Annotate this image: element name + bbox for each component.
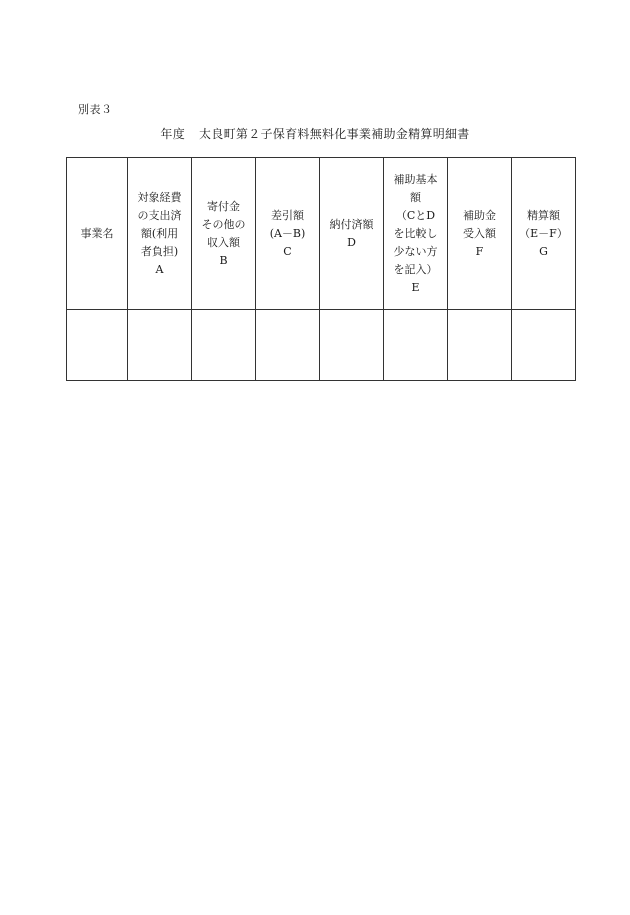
- header-cell-donations-other-income: [192, 158, 256, 310]
- data-cell-difference[interactable]: [256, 310, 320, 381]
- title-year-prefix: 年度: [160, 127, 185, 141]
- header-cell-line: 差引額: [271, 208, 304, 222]
- header-cell-line: D: [347, 235, 356, 249]
- header-cell-line: （E－F）: [519, 226, 568, 240]
- header-cell-line: B: [219, 253, 228, 267]
- table-row: [67, 310, 576, 381]
- header-cell-line: E: [411, 280, 420, 294]
- header-cell-target-expenses: [128, 158, 192, 310]
- header-cell-line: C: [283, 244, 292, 258]
- header-cell-line: を比較し: [393, 226, 438, 240]
- data-cell-target-expenses[interactable]: [128, 310, 192, 381]
- data-cell-donations-other-income[interactable]: [192, 310, 256, 381]
- header-cell-line: （CとD: [395, 208, 436, 222]
- data-cell-subsidy-base[interactable]: [384, 310, 448, 381]
- header-cell-business-name: [67, 158, 128, 310]
- header-cell-line: 納付済額: [329, 217, 374, 231]
- title-text: 太良町第２子保育料無料化事業補助金精算明細書: [199, 127, 470, 141]
- header-cell-line: (A－B): [269, 226, 306, 240]
- header-cell-line: F: [475, 244, 484, 258]
- header-cell-line: 額: [410, 190, 421, 204]
- header-cell-line: その他の: [201, 217, 246, 231]
- header-cell-settlement: [512, 158, 576, 310]
- data-cell-business-name[interactable]: [67, 310, 128, 381]
- header-cell-paid-amount: [320, 158, 384, 310]
- header-cell-line: 者負担): [140, 244, 179, 258]
- header-cell-line: を記入）: [393, 262, 438, 276]
- header-cell-line: 寄付金: [207, 199, 240, 213]
- header-cell-difference: [256, 158, 320, 310]
- header-cell-line: 補助金: [463, 208, 496, 222]
- data-cell-paid-amount[interactable]: [320, 310, 384, 381]
- header-cell-line: G: [539, 244, 548, 258]
- settlement-statement-table: [66, 157, 576, 381]
- header-cell-line: 事業名: [80, 226, 114, 240]
- header-cell-line: の支出済: [137, 208, 182, 222]
- header-cell-line: 収入額: [207, 235, 240, 249]
- data-cell-settlement[interactable]: [512, 310, 576, 381]
- header-cell-subsidy-base: [384, 158, 448, 310]
- header-cell-line: 対象経費: [137, 190, 182, 204]
- attachment-label: 別表３: [78, 103, 113, 116]
- header-cell-subsidy-received: [448, 158, 512, 310]
- header-cell-line: 受入額: [463, 226, 496, 240]
- header-cell-line: 精算額: [527, 208, 560, 222]
- header-cell-line: A: [155, 262, 164, 276]
- header-cell-line: 額(利用: [140, 226, 179, 240]
- document-title: [0, 125, 630, 142]
- data-cell-subsidy-received[interactable]: [448, 310, 512, 381]
- table-header-row: [67, 158, 576, 310]
- header-cell-line: 少ない方: [393, 244, 438, 258]
- header-cell-line: 補助基本: [393, 172, 438, 186]
